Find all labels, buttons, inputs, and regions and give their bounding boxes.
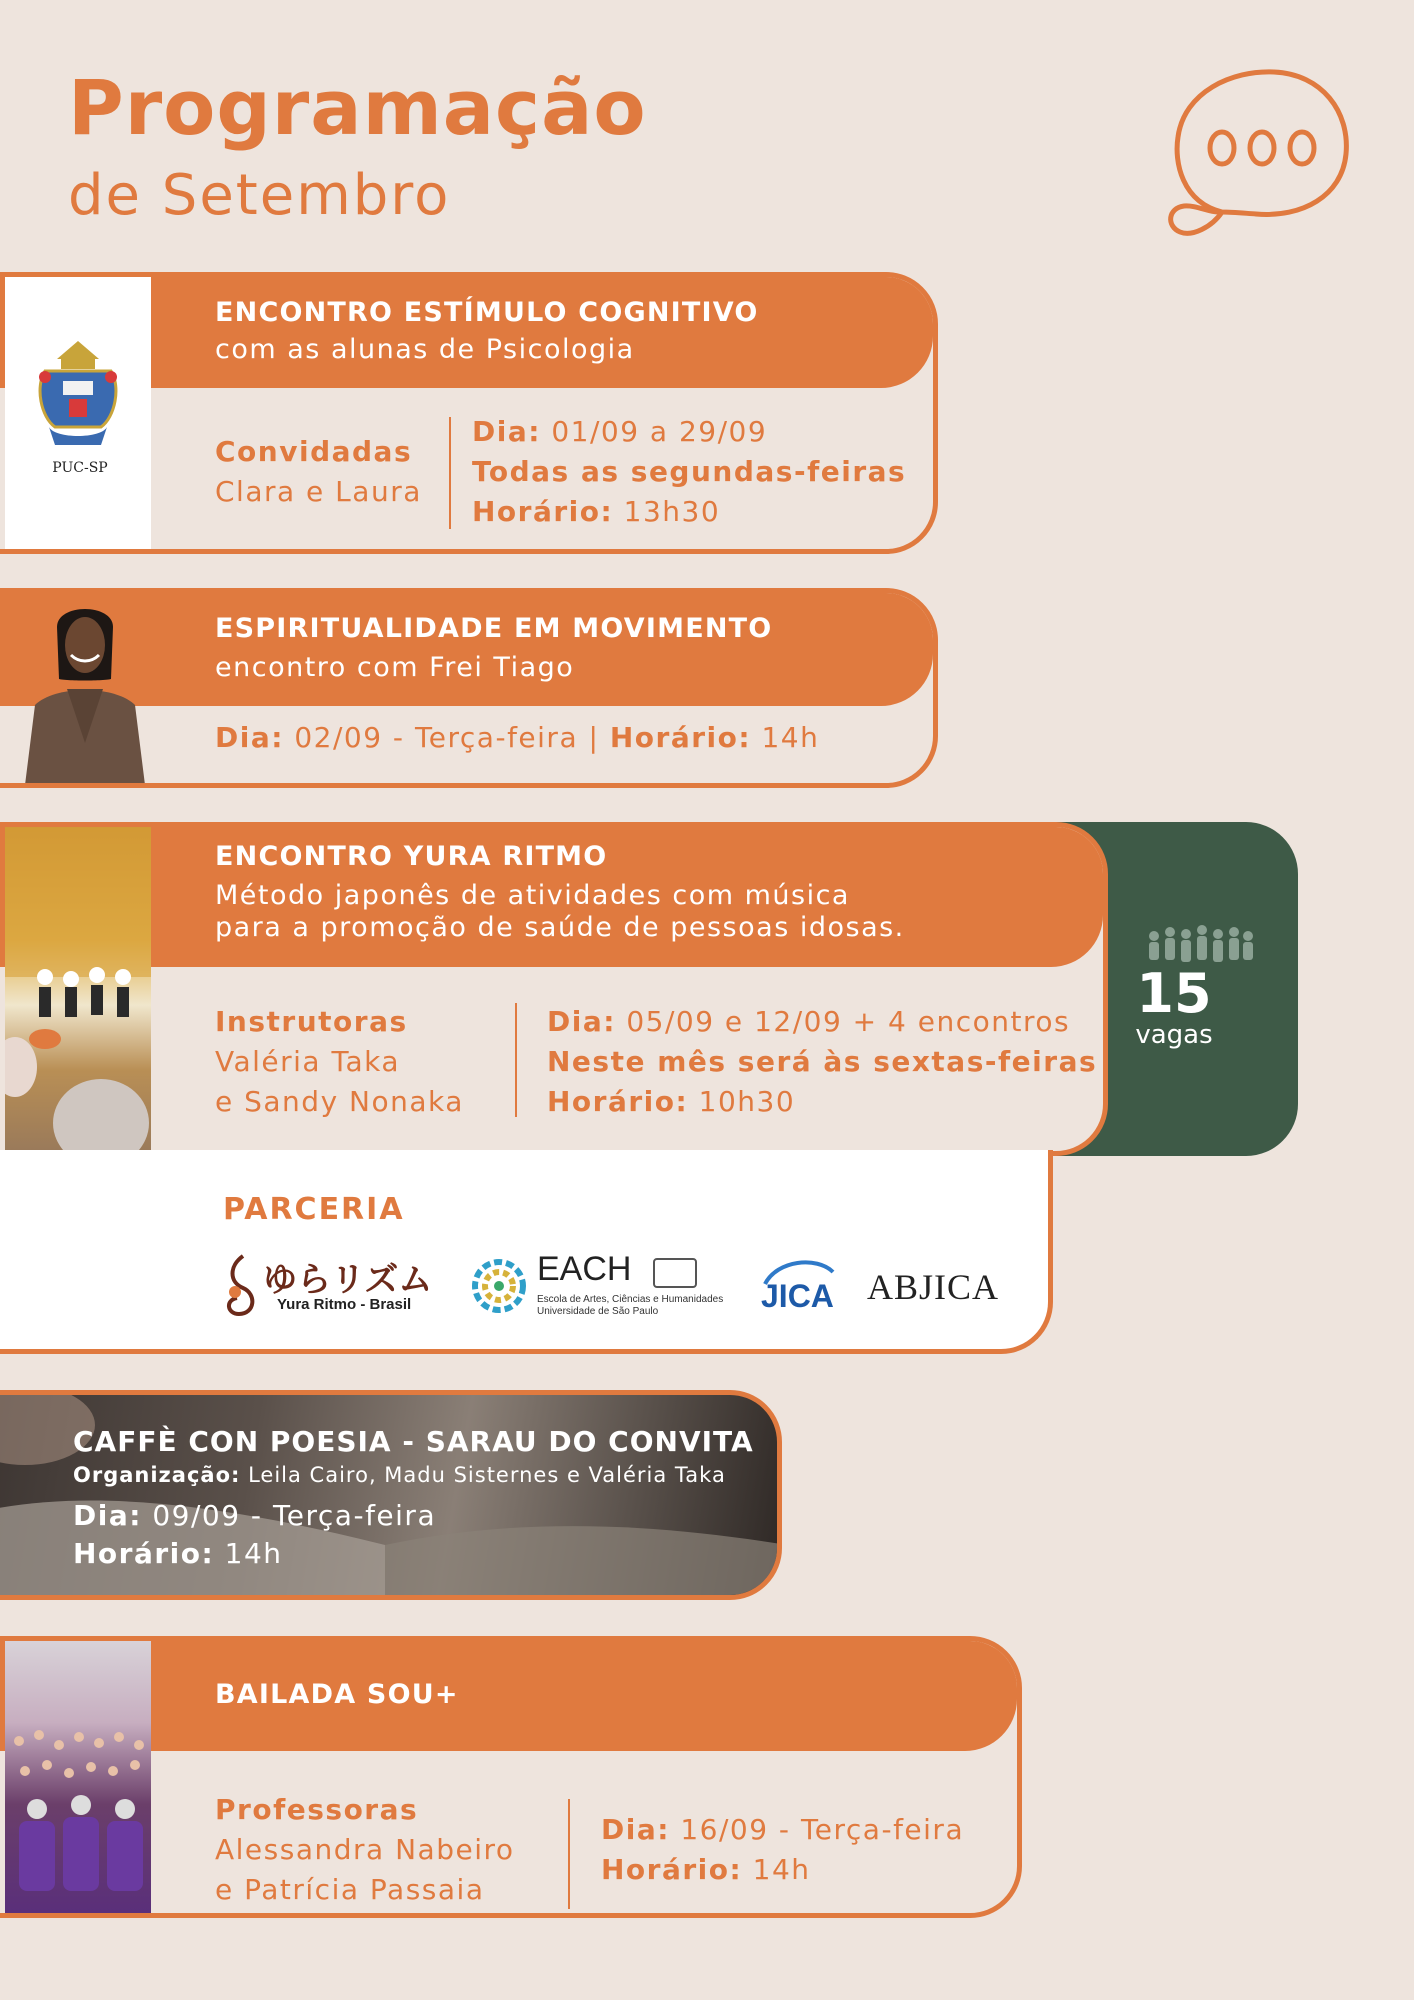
teachers-label: Professoras (215, 1793, 419, 1826)
instructors-label: Instrutoras (215, 1005, 408, 1038)
day-line: Dia: 09/09 - Terça-feira (73, 1499, 437, 1532)
vacancies-label: vagas (1135, 1020, 1213, 1050)
each-emblem-icon (467, 1254, 531, 1318)
divider (568, 1799, 570, 1909)
event-title: ENCONTRO YURA RITMO (215, 841, 608, 872)
event-card-spirituality (0, 588, 938, 788)
time-line: Horário: 14h (73, 1537, 283, 1570)
abjica-text: ABJICA (867, 1267, 1000, 1307)
usp-badge-icon (653, 1258, 697, 1288)
treble-clef-icon (221, 1252, 263, 1322)
event-card-caffe-poesia (0, 1390, 782, 1600)
day-line: Dia: 05/09 e 12/09 + 4 encontros (547, 1005, 1071, 1038)
event-title: ENCONTRO ESTÍMULO COGNITIVO (215, 297, 759, 328)
each-usp-logo (467, 1250, 727, 1326)
day-line: Dia: 01/09 a 29/09 (472, 415, 768, 448)
organization-line: Organização: Leila Cairo, Madu Sisternes e Valéria Taka (73, 1463, 726, 1487)
partners-section (0, 1150, 1053, 1354)
instructor-1: Valéria Taka (215, 1045, 401, 1078)
event-card-yura-ritmo (0, 822, 1108, 1156)
yura-en-text: Yura Ritmo - Brasil (277, 1296, 412, 1313)
jica-logo (757, 1254, 837, 1324)
yura-jp-text: ゆらリズム (263, 1260, 433, 1300)
event-header (0, 1641, 1017, 1751)
time-line: Horário: 13h30 (472, 495, 721, 528)
divider (515, 1003, 517, 1117)
chat-bubble-icon (1152, 62, 1352, 242)
yura-ritmo-logo (221, 1250, 441, 1326)
partners-label: PARCERIA (223, 1192, 405, 1227)
page-title: Programação (68, 63, 647, 152)
event-title: BAILADA SOU+ (215, 1679, 459, 1710)
page-subtitle: de Setembro (68, 163, 451, 228)
event-title: CAFFÈ CON POESIA - SARAU DO CONVITA (73, 1425, 754, 1458)
weekday: Todas as segundas-feiras (472, 455, 907, 488)
event-subtitle: encontro com Frei Tiago (215, 652, 575, 683)
event-subtitle: com as alunas de Psicologia (215, 334, 635, 365)
divider (449, 417, 451, 529)
each-desc-1: Escola de Artes, Ciências e Humanidades (537, 1294, 724, 1305)
event-card-cognitive (0, 272, 938, 554)
time-line: Horário: 10h30 (547, 1085, 796, 1118)
event-header (0, 827, 1103, 967)
bailada-photo (5, 1641, 151, 1913)
crest-icon (5, 277, 151, 549)
event-card-bailada (0, 1636, 1022, 1918)
guests-names: Clara e Laura (215, 475, 422, 508)
guests-label: Convidadas (215, 435, 413, 468)
event-subtitle-line2: para a promoção de saúde de pessoas idosas. (215, 912, 905, 943)
logo-text: PUC-SP (52, 460, 108, 476)
frei-tiago-photo (5, 593, 165, 783)
time-line: Horário: 14h (601, 1853, 811, 1886)
jica-text: JICA (761, 1278, 834, 1314)
each-desc-2: Universidade de São Paulo (537, 1306, 659, 1317)
instructor-2: e Sandy Nonaka (215, 1085, 464, 1118)
teacher-2: e Patrícia Passaia (215, 1873, 485, 1906)
yura-ritmo-photo (5, 827, 151, 1151)
puc-sp-logo (5, 277, 151, 549)
event-subtitle-line1: Método japonês de atividades com música (215, 880, 850, 911)
weekday: Neste mês será às sextas-feiras (547, 1045, 1098, 1078)
day-line: Dia: 16/09 - Terça-feira (601, 1813, 965, 1846)
teacher-1: Alessandra Nabeiro (215, 1833, 515, 1866)
event-title: ESPIRITUALIDADE EM MOVIMENTO (215, 613, 773, 644)
each-name: EACH (537, 1250, 632, 1288)
vacancies-number: 15 (1136, 962, 1212, 1025)
schedule-line: Dia: 02/09 - Terça-feira | Horário: 14h (215, 721, 820, 754)
